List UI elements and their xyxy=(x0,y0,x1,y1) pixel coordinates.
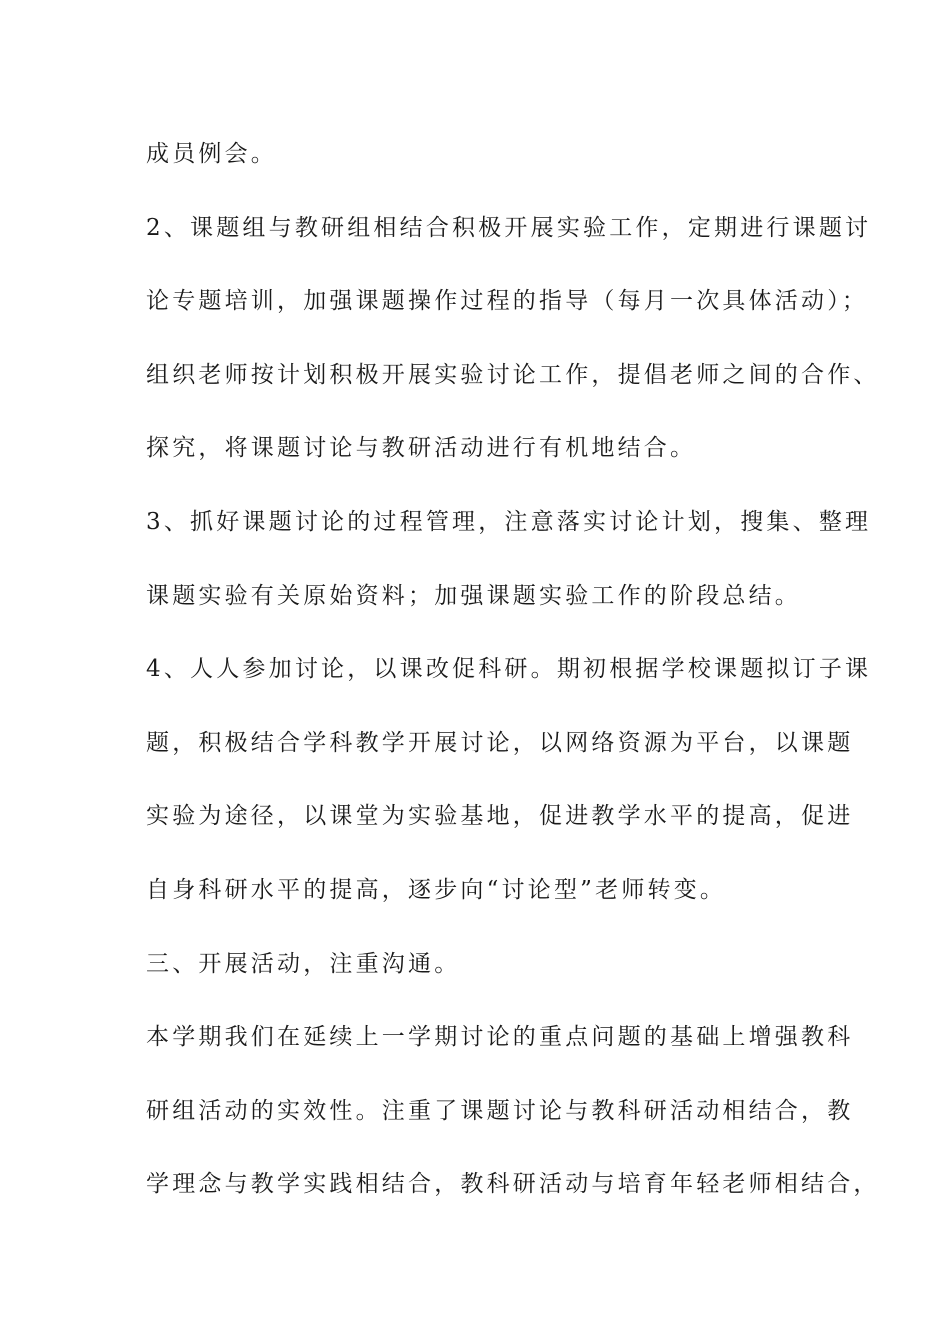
text-line: 论专题培训，加强课题操作过程的指导（每月一次具体活动）； xyxy=(146,288,869,315)
text-line: 2、课题组与教研组相结合积极开展实验工作，定期进行课题讨 xyxy=(146,214,872,241)
text-line: 组织老师按计划积极开展实验讨论工作，提倡老师之间的合作、 xyxy=(146,361,880,388)
body-text xyxy=(146,130,880,1234)
text-line: 实验为途径，以课堂为实验基地，促进教学水平的提高，促进 xyxy=(146,803,854,830)
text-line: 三、开展活动，注重沟通。 xyxy=(146,950,461,977)
text-line: 自身科研水平的提高，逐步向“讨论型”老师转变。 xyxy=(146,876,727,903)
text-line: 学理念与教学实践相结合，教科研活动与培育年轻老师相结合， xyxy=(146,1171,880,1198)
text-line: 本学期我们在延续上一学期讨论的重点问题的基础上增强教科 xyxy=(146,1024,854,1051)
text-line: 成员例会。 xyxy=(146,141,277,167)
text-line: 课题实验有关原始资料；加强课题实验工作的阶段总结。 xyxy=(146,582,801,609)
text-line: 4、人人参加讨论，以课改促科研。期初根据学校课题拟订子课 xyxy=(146,656,872,683)
text-line: 研组活动的实效性。注重了课题讨论与教科研活动相结合，教 xyxy=(146,1097,854,1124)
text-line: 探究，将课题讨论与教研活动进行有机地结合。 xyxy=(146,435,697,462)
text-line: 3、抓好课题讨论的过程管理，注意落实讨论计划，搜集、整理 xyxy=(146,508,872,535)
text-line: 题，积极结合学科教学开展讨论，以网络资源为平台，以课题 xyxy=(146,729,854,756)
